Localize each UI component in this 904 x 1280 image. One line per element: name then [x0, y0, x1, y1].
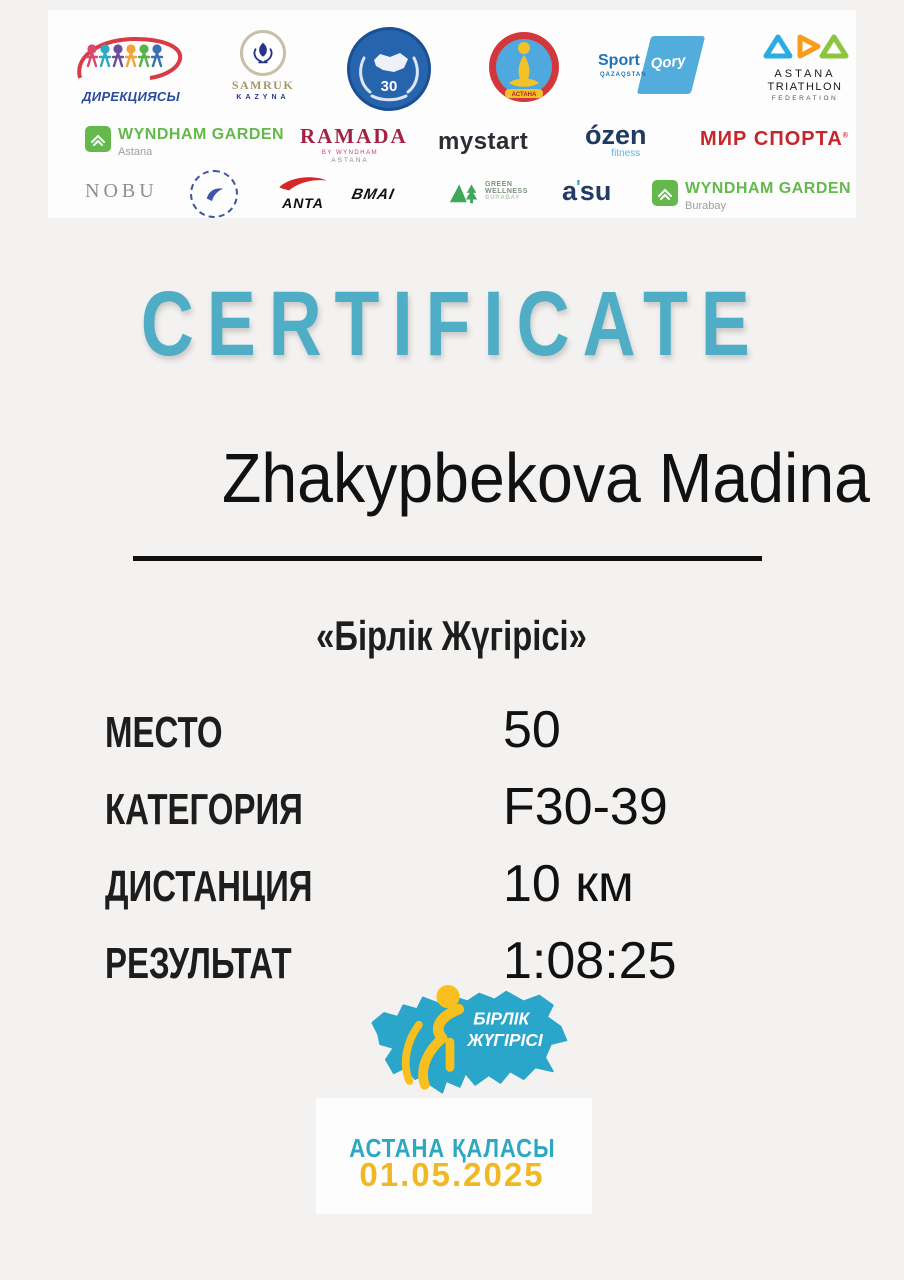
wyndham-leaf-icon	[85, 126, 111, 152]
event-logo	[358, 984, 573, 1115]
sponsor-logo-wyndham-garden-astana	[85, 126, 284, 158]
sponsor-logo-sport-directorate	[72, 36, 190, 110]
green-wellness-line1: GREEN	[485, 180, 513, 188]
sponsor-logo-anta	[268, 174, 338, 211]
sport-qory-parallelogram-icon	[637, 36, 705, 94]
triathlon-line3: FEDERATION	[771, 95, 839, 102]
joma-emblem-icon	[190, 170, 238, 218]
triathlon-line1: ASTANA	[774, 68, 836, 80]
triathlon-triangles-icon	[761, 32, 849, 60]
athletics-30-number: 30	[380, 78, 398, 95]
running-figures-icon	[72, 36, 190, 86]
sponsor-directorate-label: ДИРЕКЦИЯСЫ	[82, 89, 180, 104]
samruk-wordmark: SAMRUK	[231, 78, 295, 92]
sponsor-logo-wyndham-garden-burabay	[652, 180, 851, 212]
sponsor-logo-green-wellness	[448, 176, 528, 206]
asu-wordmark-2: su	[579, 176, 612, 206]
result-value: 1:08:25	[503, 932, 677, 990]
sport-qory-wordmark-2: Qory	[649, 52, 687, 73]
place-label: МЕСТО	[105, 708, 223, 757]
distance-label: ДИСТАНЦИЯ	[105, 862, 313, 911]
asu-accent: '	[576, 177, 581, 199]
bmai-wordmark: BMAI	[350, 186, 397, 203]
sponsor-logo-athletics-federation-30	[347, 27, 431, 111]
sponsor-logo-strip	[48, 10, 856, 218]
place-value: 50	[503, 701, 561, 759]
anta-wordmark: ANTA	[282, 195, 324, 211]
green-wellness-icon	[448, 176, 480, 206]
astana-emblem-icon	[488, 31, 560, 103]
ramada-sub2: ASTANA	[331, 157, 369, 164]
samruk-bird-icon	[240, 30, 286, 76]
sponsor-logo-nobu	[85, 180, 158, 203]
wyndham-astana-sub: Astana	[118, 146, 153, 158]
sponsor-logo-ozen-fitness	[585, 120, 647, 159]
ramada-wordmark: RAMADA	[300, 124, 408, 148]
distance-value: 10 км	[503, 855, 634, 913]
mystart-wordmark: mystart	[438, 128, 529, 155]
footer-location: АСТАНА ҚАЛАСЫ	[348, 1133, 556, 1163]
footer-date: 01.05.2025	[359, 1156, 545, 1193]
astana-emblem-label: АСТАНА	[511, 92, 537, 98]
sponsor-logo-astana-city-emblem	[488, 31, 560, 103]
event-logo-line1: БІРЛІК	[473, 1008, 530, 1029]
green-wellness-line2: WELLNESS	[485, 187, 528, 195]
sponsor-logo-samruk-kazyna	[226, 30, 300, 114]
sponsor-logo-bmai	[350, 186, 396, 203]
green-wellness-line3: BURABAY	[485, 195, 521, 202]
sponsor-logo-asu	[562, 176, 611, 207]
sponsor-logo-mir-sporta	[700, 128, 849, 151]
category-value: F30-39	[503, 778, 668, 836]
asu-wordmark-1: a	[562, 176, 578, 206]
sport-qory-wordmark-1: Sport	[598, 52, 640, 69]
kazyna-wordmark: KAZYNA	[236, 94, 290, 101]
ramada-sub1: BY WYNDHAM	[321, 150, 379, 156]
mir-sporta-wordmark: МИР СПОРТА	[700, 128, 843, 150]
anta-swoosh-icon	[270, 174, 336, 192]
wyndham-astana-wordmark: WYNDHAM GARDEN	[118, 126, 285, 143]
recipient-name: Zhakypbekova Madina	[222, 439, 870, 517]
sponsor-logo-mystart	[438, 128, 528, 156]
certificate-title: CERTIFICATE	[141, 273, 763, 375]
sport-qory-sub-label: QAZAQSTAN	[600, 72, 647, 78]
nobu-wordmark: NOBU	[85, 180, 158, 202]
ozen-wordmark: ózen	[585, 120, 647, 150]
name-underline	[133, 556, 762, 561]
event-name: «Бірлік Жүгірісі»	[316, 612, 588, 659]
wyndham-burabay-wordmark: WYNDHAM GARDEN	[685, 180, 852, 197]
kazakhstan-map-runner-icon	[358, 984, 573, 1110]
sponsor-logo-ramada	[300, 124, 408, 164]
event-logo-line2: ЖҮГІРІСІ	[467, 1030, 543, 1051]
triathlon-line2: TRIATHLON	[767, 81, 843, 93]
sponsor-logo-sport-qory	[598, 36, 708, 100]
ozen-sub: fitness	[611, 148, 641, 159]
sponsor-logo-joma	[190, 170, 238, 218]
sponsor-logo-astana-triathlon	[760, 32, 850, 112]
athletics-federation-emblem-icon	[350, 30, 428, 108]
result-label: РЕЗУЛЬТАТ	[105, 939, 292, 988]
mir-sporta-reg-mark: ®	[842, 132, 849, 140]
wyndham-burabay-sub: Burabay	[685, 200, 726, 212]
category-label: КАТЕГОРИЯ	[105, 785, 303, 834]
wyndham-leaf-icon	[652, 180, 678, 206]
